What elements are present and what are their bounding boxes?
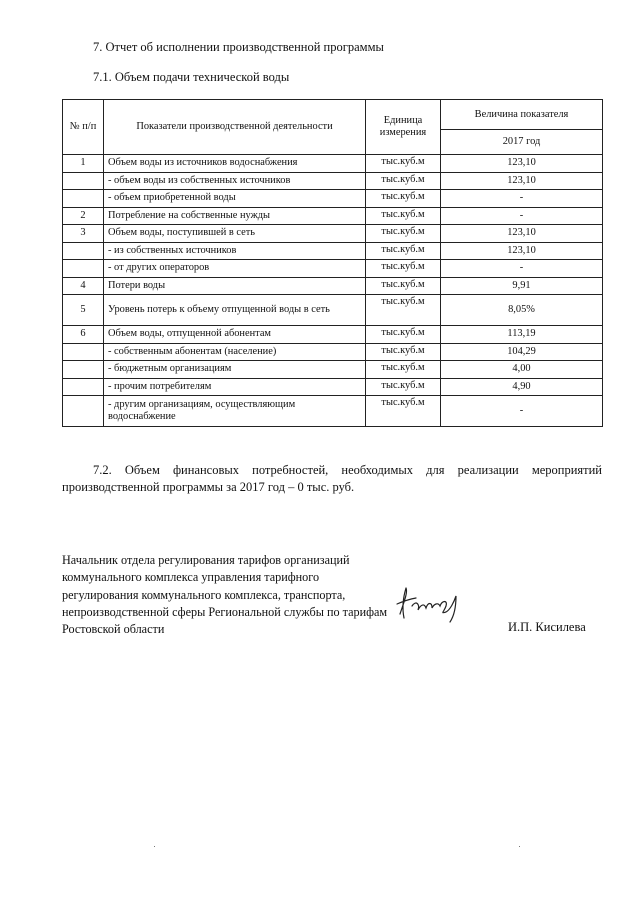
table-row xyxy=(63,190,603,208)
row-unit: тыс.куб.м xyxy=(366,326,441,344)
table-row xyxy=(63,361,603,379)
table-row xyxy=(63,207,603,225)
row-number: 3 xyxy=(63,225,104,243)
row-value: 8,05% xyxy=(441,295,603,326)
row-indicator: Объем воды из источников водоснабжения xyxy=(104,155,366,173)
row-unit: тыс.куб.м xyxy=(366,172,441,190)
row-unit: тыс.куб.м xyxy=(366,190,441,208)
table-row xyxy=(63,277,603,295)
row-unit: тыс.куб.м xyxy=(366,361,441,379)
row-value: 104,29 xyxy=(441,343,603,361)
signatory-name: И.П. Кисилева xyxy=(508,620,586,634)
row-number: 1 xyxy=(63,155,104,173)
subsection-heading: 7.1. Объем подачи технической воды xyxy=(93,70,290,84)
row-value: 9,91 xyxy=(441,277,603,295)
row-unit: тыс.куб.м xyxy=(366,295,441,326)
table-row xyxy=(63,155,603,173)
row-value: 4,00 xyxy=(441,361,603,379)
row-indicator: - объем воды из собственных источников xyxy=(104,172,366,190)
row-indicator: - объем приобретенной воды xyxy=(104,190,366,208)
row-value: 123,10 xyxy=(441,155,603,173)
row-indicator: - другим организациям, осуществляющим водоснабжение xyxy=(104,396,366,427)
row-unit: тыс.куб.м xyxy=(366,343,441,361)
row-value: 123,10 xyxy=(441,242,603,260)
row-indicator: - от других операторов xyxy=(104,260,366,278)
row-number xyxy=(63,242,104,260)
row-unit: тыс.куб.м xyxy=(366,277,441,295)
row-unit: тыс.куб.м xyxy=(366,242,441,260)
handwritten-signature xyxy=(394,584,474,626)
row-indicator: Объем воды, отпущенной абонентам xyxy=(104,326,366,344)
row-number xyxy=(63,378,104,396)
row-indicator: Потери воды xyxy=(104,277,366,295)
signatory-position: Начальник отдела регулирования тарифов организаций коммунального комплекса управления тарифного регулирования коммунального комплекса, транспорта, непроизводственной сферы Региональной службы по тарифам Ростовской области xyxy=(62,553,388,637)
scan-speck xyxy=(519,846,520,847)
table-row xyxy=(63,326,603,344)
header-unit: Единица измерения xyxy=(366,100,441,155)
scan-speck xyxy=(154,846,155,847)
row-indicator: Потребление на собственные нужды xyxy=(104,207,366,225)
row-number: 4 xyxy=(63,277,104,295)
row-number: 5 xyxy=(63,295,104,326)
table-row xyxy=(63,295,603,326)
header-indicator: Показатели производственной деятельности xyxy=(104,100,366,155)
row-number: 2 xyxy=(63,207,104,225)
production-table xyxy=(62,99,603,427)
header-value: Величина показателя xyxy=(441,100,603,130)
row-unit: тыс.куб.м xyxy=(366,225,441,243)
table-row xyxy=(63,378,603,396)
header-year: 2017 год xyxy=(441,130,603,155)
row-indicator: Уровень потерь к объему отпущенной воды в сеть xyxy=(104,295,366,326)
row-number xyxy=(63,361,104,379)
row-value: 123,10 xyxy=(441,225,603,243)
table-row xyxy=(63,225,603,243)
table-row xyxy=(63,172,603,190)
row-value: - xyxy=(441,207,603,225)
row-value: 113,19 xyxy=(441,326,603,344)
section-7-2-text: 7.2. Объем финансовых потребностей, необходимых для реализации мероприятий производственной программы за 2017 год – 0 тыс. руб. xyxy=(62,463,602,494)
row-unit: тыс.куб.м xyxy=(366,207,441,225)
row-indicator: - собственным абонентам (население) xyxy=(104,343,366,361)
row-number xyxy=(63,343,104,361)
row-unit: тыс.куб.м xyxy=(366,155,441,173)
table-row xyxy=(63,242,603,260)
row-value: 123,10 xyxy=(441,172,603,190)
row-unit: тыс.куб.м xyxy=(366,378,441,396)
row-number xyxy=(63,396,104,427)
row-indicator: - прочим потребителям xyxy=(104,378,366,396)
row-indicator: - из собственных источников xyxy=(104,242,366,260)
row-number xyxy=(63,190,104,208)
row-value: - xyxy=(441,190,603,208)
row-unit: тыс.куб.м xyxy=(366,260,441,278)
row-value: - xyxy=(441,396,603,427)
row-number: 6 xyxy=(63,326,104,344)
row-number xyxy=(63,260,104,278)
row-value: 4,90 xyxy=(441,378,603,396)
row-unit: тыс.куб.м xyxy=(366,396,441,427)
table-row xyxy=(63,343,603,361)
header-num: № п/п xyxy=(63,100,104,155)
section-heading: 7. Отчет об исполнении производственной программы xyxy=(93,40,384,54)
row-indicator: Объем воды, поступившей в сеть xyxy=(104,225,366,243)
row-number xyxy=(63,172,104,190)
row-indicator: - бюджетным организациям xyxy=(104,361,366,379)
row-value: - xyxy=(441,260,603,278)
table-row xyxy=(63,260,603,278)
table-row xyxy=(63,396,603,427)
